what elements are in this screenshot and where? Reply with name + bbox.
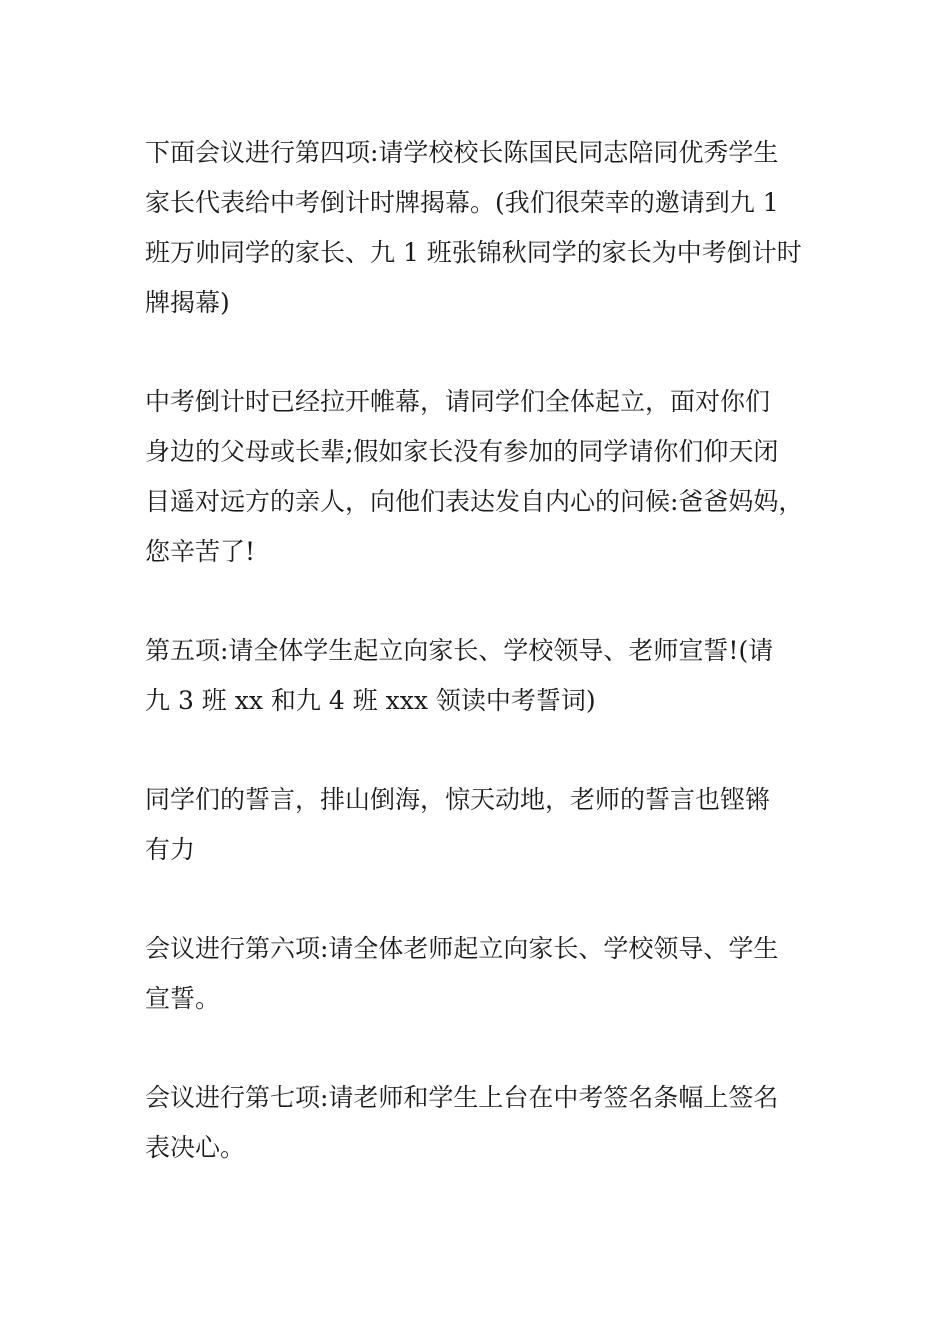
paragraph-item-6-teacher-oath: 会议进行第六项:请全体老师起立向家长、学校领导、学生 宣誓。	[145, 934, 779, 1013]
paragraph-item-4-unveiling: 下面会议进行第四项:请学校校长陈国民同志陪同优秀学生 家长代表给中考倒计时牌揭幕。(我们很荣幸的邀请到九 1 班万帅同学的家长、九 1 班张锦秋同学的家长为中考倒计时 牌揭幕)	[145, 138, 802, 317]
paragraph-oath-transition: 同学们的誓言，排山倒海，惊天动地，老师的誓言也铿锵 有力	[145, 785, 771, 864]
paragraph-item-5-student-oath: 第五项:请全体学生起立向家长、学校领导、老师宣誓!(请 九 3 班 xx 和九 4 班 xxx 领读中考誓词)	[145, 636, 774, 715]
document-body	[145, 128, 815, 1222]
paragraph-countdown-greeting: 中考倒计时已经拉开帷幕，请同学们全体起立，面对你们 身边的父母或长辈;假如家长没有参加的同学请你们仰天闭 目遥对远方的亲人，向他们表达发自内心的问候:爸爸妈妈， 您辛苦了!	[145, 387, 804, 566]
paragraph-item-7-signing: 会议进行第七项:请老师和学生上台在中考签名条幅上签名 表决心。	[145, 1083, 779, 1162]
